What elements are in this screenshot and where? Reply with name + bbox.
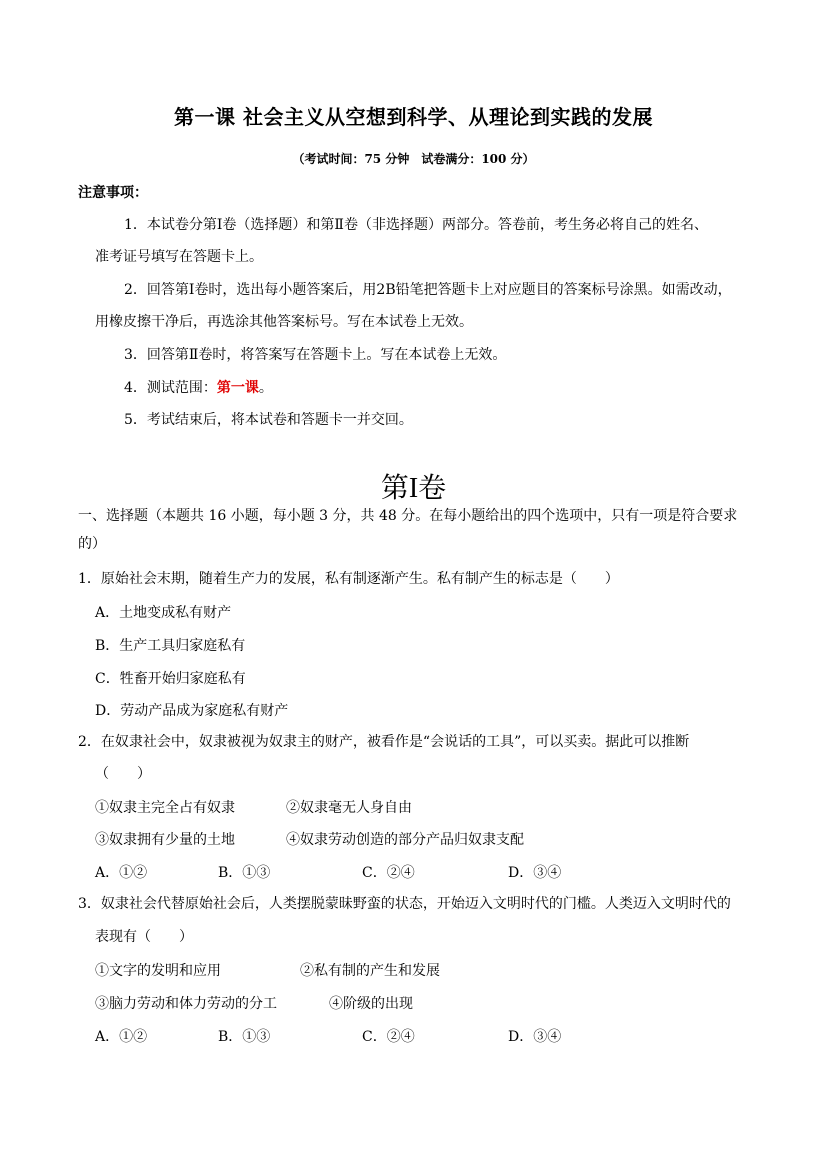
question-1-option-b: B．生产工具归家庭私有: [95, 638, 246, 654]
notice-item-4-label: 4．测试范围：: [124, 380, 217, 396]
notice-item-2: 2．回答第Ⅰ卷时，选出每小题答案后，用2B铅笔把答题卡上对应题目的答案标号涂黑。如需改动，: [124, 282, 732, 298]
section-title: 第I卷: [380, 473, 447, 504]
page-title: 第一课 社会主义从空想到科学、从理论到实践的发展: [174, 105, 653, 129]
question-2-statement-3: ③奴隶拥有少量的土地: [95, 832, 235, 848]
notice-heading: 注意事项：: [78, 185, 148, 201]
question-2-option-c: C．②④: [362, 865, 415, 881]
question-3-statement-1: ①文字的发明和应用: [95, 963, 221, 979]
question-3-stem: 3．奴隶社会代替原始社会后，人类摆脱蒙昧野蛮的状态，开始迈入文明时代的门槛。人类迈入文明时代的: [78, 896, 731, 912]
question-3-option-b: B．①③: [218, 1029, 271, 1045]
question-2-stem: 2．在奴隶社会中，奴隶被视为奴隶主的财产，被看作是“会说话的工具”，可以买卖。据此可以推断: [78, 734, 690, 750]
question-2-option-d: D．③④: [508, 865, 562, 881]
part-intro-cont: 的）: [78, 536, 106, 552]
notice-item-5: 5．考试结束后，将本试卷和答题卡一并交回。: [124, 412, 413, 428]
question-2-stem-cont: （ ）: [95, 766, 151, 782]
notice-item-1: 1．本试卷分第Ⅰ卷（选择题）和第Ⅱ卷（非选择题）两部分。答卷前，考生务必将自己的姓名、: [124, 217, 708, 233]
question-2-option-a: A．①②: [95, 865, 148, 881]
question-3-option-d: D．③④: [508, 1029, 562, 1045]
question-3-statement-3: ③脑力劳动和体力劳动的分工: [95, 996, 277, 1012]
question-1-stem: 1．原始社会末期，随着生产力的发展，私有制逐渐产生。私有制产生的标志是（ ）: [78, 571, 619, 587]
question-2-statement-4: ④奴隶劳动创造的部分产品归奴隶支配: [286, 832, 524, 848]
notice-item-3: 3．回答第Ⅱ卷时，将答案写在答题卡上。写在本试卷上无效。: [124, 347, 507, 363]
question-3-stem-cont: 表现有（ ）: [95, 929, 193, 945]
notice-item-1-cont: 准考证号填写在答题卡上。: [95, 249, 263, 265]
question-2-option-b: B．①③: [218, 865, 271, 881]
exam-subtitle: （考试时间：75 分钟 试卷满分：100 分）: [292, 152, 535, 166]
notice-item-2-cont: 用橡皮擦干净后，再选涂其他答案标号。写在本试卷上无效。: [95, 314, 473, 330]
question-1-option-a: A．土地变成私有财产: [95, 605, 232, 621]
question-1-option-d: D．劳动产品成为家庭私有财产: [95, 703, 289, 719]
test-scope-value: 第一课: [216, 380, 259, 396]
notice-item-4: [124, 379, 273, 397]
part-intro: 一、选择题（本题共 16 小题，每小题 3 分，共 48 分。在每小题给出的四个选项中，只有一项是符合要求: [78, 508, 738, 524]
question-3-option-c: C．②④: [362, 1029, 415, 1045]
question-3-statement-2: ②私有制的产生和发展: [300, 963, 440, 979]
question-3-option-a: A．①②: [95, 1029, 148, 1045]
question-2-statement-1: ①奴隶主完全占有奴隶: [95, 800, 235, 816]
question-2-statement-2: ②奴隶毫无人身自由: [286, 800, 412, 816]
question-3-statement-4: ④阶级的出现: [329, 996, 413, 1012]
notice-item-4-end: 。: [258, 380, 273, 396]
question-1-option-c: C．牲畜开始归家庭私有: [95, 671, 246, 687]
